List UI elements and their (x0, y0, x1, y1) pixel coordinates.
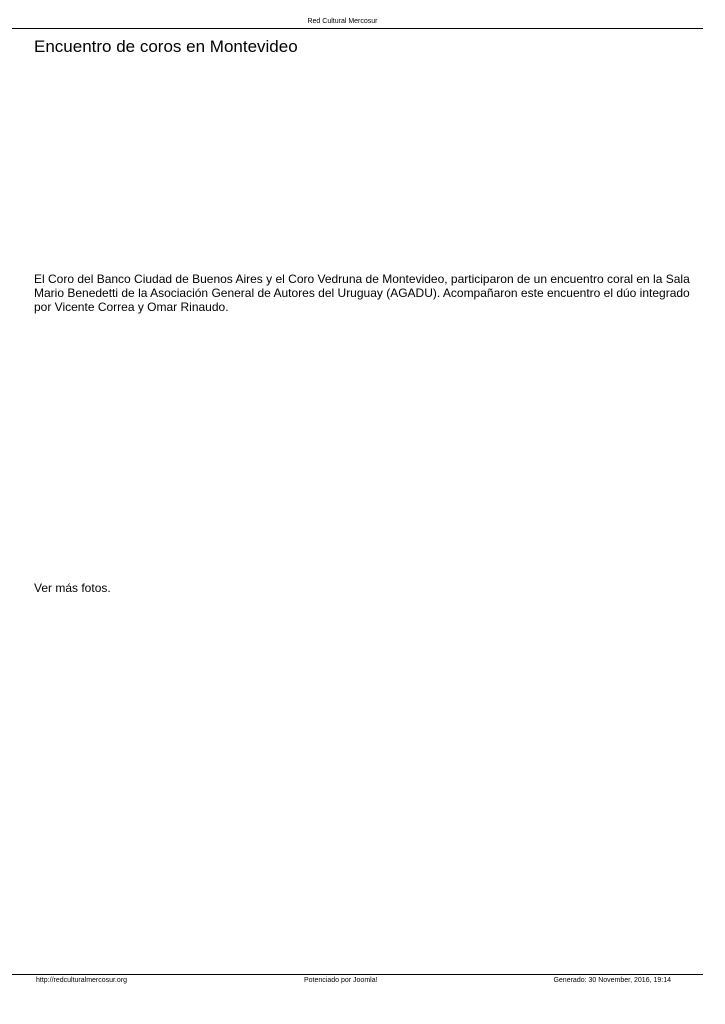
article-body: El Coro del Banco Ciudad de Buenos Aires y el Coro Vedruna de Montevideo, participaron de un encuentro coral en la Sala Mario Benedetti de la Asociación General de Autores del Uruguay (AGADU). Acompañaron este encuentro el dúo integrado por Vicente Correa y Omar Rinaudo. (34, 272, 690, 314)
header-divider (12, 28, 703, 29)
site-name-header: Red Cultural Mercosur (307, 18, 378, 25)
article-title: Encuentro de coros en Montevideo (34, 37, 298, 56)
footer-powered-by: Potenciado por Joomla! (304, 977, 378, 984)
more-photos-link[interactable]: Ver más fotos. (34, 581, 111, 595)
footer-divider (12, 974, 703, 975)
footer-generated-date: Generado: 30 November, 2016, 19:14 (553, 977, 671, 984)
page-footer (0, 976, 725, 986)
footer-site-url: http://redculturalmercosur.org (36, 977, 128, 984)
